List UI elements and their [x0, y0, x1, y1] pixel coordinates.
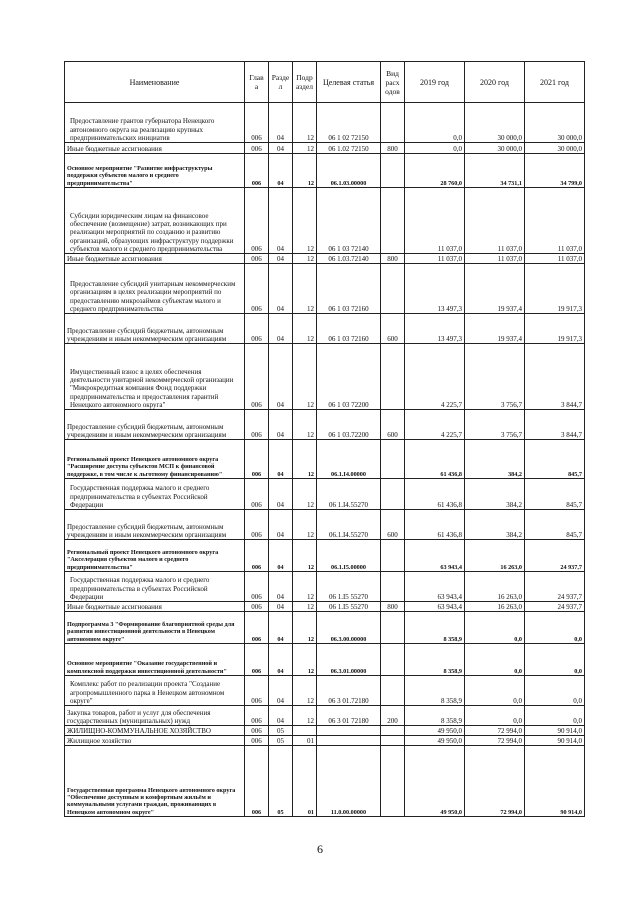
- row-2019: 11 037,0: [405, 188, 465, 254]
- row-name: Субсидии юридическим лицам на финансовое обеспечение (возмещение) затрат, возникающих при реализации мероприятий по созданию и развитию организаций, образующих инфраструктуру поддержки субъектов малого и среднего предпринимательства: [65, 188, 245, 254]
- row-2019: 13 497,3: [405, 264, 465, 314]
- row-2020: 16 263,0: [465, 572, 525, 602]
- row-vid: [381, 572, 405, 602]
- row-statya: 06 1 03.72200: [317, 410, 381, 440]
- row-2020: 19 937,4: [465, 314, 525, 344]
- row-vid: [381, 726, 405, 736]
- row-vid: [381, 264, 405, 314]
- row-vid: [381, 103, 405, 143]
- row-razdel: 04: [269, 540, 293, 572]
- row-glava: 006: [245, 746, 269, 817]
- row-razdel: 04: [269, 264, 293, 314]
- row-vid: [381, 344, 405, 410]
- row-vid: [381, 479, 405, 510]
- row-razdel: 04: [269, 440, 293, 479]
- table-row: [65, 143, 585, 154]
- row-podrazdel: 12: [293, 706, 317, 726]
- row-vid: 800: [381, 602, 405, 612]
- row-podrazdel: [293, 726, 317, 736]
- row-vid: [381, 154, 405, 188]
- row-name: Жилищное хозяйство: [65, 736, 245, 746]
- row-glava: 006: [245, 644, 269, 676]
- row-2020: 30 000,0: [465, 103, 525, 143]
- row-glava: 006: [245, 540, 269, 572]
- row-razdel: 05: [269, 736, 293, 746]
- row-name: Региональный проект Ненецкого автономного округа "Расширение доступа субъектов МСП к финансовой поддержке, в том числе к льготному финансированию": [65, 440, 245, 479]
- row-2021: 0,0: [525, 676, 585, 706]
- row-statya: 06 1.I5 55270: [317, 572, 381, 602]
- row-2021: 845,7: [525, 440, 585, 479]
- row-glava: 006: [245, 143, 269, 154]
- row-2021: 30 000,0: [525, 103, 585, 143]
- row-glava: 006: [245, 410, 269, 440]
- row-2019: 63 943,4: [405, 540, 465, 572]
- row-2021: 24 937,7: [525, 572, 585, 602]
- row-podrazdel: 12: [293, 188, 317, 254]
- row-glava: 006: [245, 103, 269, 143]
- table-row: [65, 479, 585, 510]
- header-row: [65, 62, 585, 103]
- row-podrazdel: 12: [293, 540, 317, 572]
- row-glava: 006: [245, 344, 269, 410]
- row-vid: [381, 612, 405, 644]
- row-2020: 3 756,7: [465, 344, 525, 410]
- row-glava: 006: [245, 264, 269, 314]
- row-2019: 63 943,4: [405, 602, 465, 612]
- header-glava: Глав а: [245, 62, 269, 103]
- table-row: [65, 510, 585, 540]
- row-name: Предоставление субсидий бюджетным, автономным учреждениям и иным некоммерческим организациям: [65, 510, 245, 540]
- row-2021: 24 937,7: [525, 602, 585, 612]
- table-row: [65, 602, 585, 612]
- row-statya: 06 1.02 72150: [317, 143, 381, 154]
- row-glava: 006: [245, 706, 269, 726]
- row-podrazdel: 12: [293, 479, 317, 510]
- row-2019: 49 950,0: [405, 736, 465, 746]
- header-vid: Вид расх одов: [381, 62, 405, 103]
- row-2019: 4 225,7: [405, 410, 465, 440]
- row-2020: 19 937,4: [465, 264, 525, 314]
- row-2020: 384,2: [465, 440, 525, 479]
- row-razdel: 05: [269, 726, 293, 736]
- table-body: [65, 103, 585, 817]
- row-glava: 006: [245, 314, 269, 344]
- row-glava: 006: [245, 154, 269, 188]
- table-row: [65, 540, 585, 572]
- row-razdel: 04: [269, 314, 293, 344]
- row-podrazdel: 12: [293, 644, 317, 676]
- row-name: Иные бюджетные ассигнования: [65, 254, 245, 264]
- row-vid: [381, 440, 405, 479]
- row-podrazdel: 12: [293, 314, 317, 344]
- row-statya: 11.0.00.00000: [317, 746, 381, 817]
- row-statya: 06.1.03.00000: [317, 154, 381, 188]
- row-2020: 72 994,0: [465, 726, 525, 736]
- row-podrazdel: 12: [293, 254, 317, 264]
- row-statya: 06 1.03.72140: [317, 254, 381, 264]
- row-statya: 06 1 03 72160: [317, 314, 381, 344]
- row-vid: [381, 188, 405, 254]
- row-2021: 845,7: [525, 510, 585, 540]
- row-glava: 006: [245, 440, 269, 479]
- header-statya: Целевая статья: [317, 62, 381, 103]
- row-2021: 90 914,0: [525, 726, 585, 736]
- row-vid: [381, 746, 405, 817]
- row-vid: [381, 676, 405, 706]
- row-2021: 11 037,0: [525, 188, 585, 254]
- row-2019: 49 950,0: [405, 726, 465, 736]
- row-2021: 24 937,7: [525, 540, 585, 572]
- row-razdel: 05: [269, 746, 293, 817]
- row-2021: 0,0: [525, 706, 585, 726]
- row-name: Предоставление субсидий бюджетным, автономным учреждениям и иным некоммерческим организациям: [65, 314, 245, 344]
- row-vid: [381, 736, 405, 746]
- page-number: 6: [317, 842, 323, 856]
- row-statya: 06 1 03 72140: [317, 188, 381, 254]
- row-razdel: 04: [269, 612, 293, 644]
- row-statya: 06.1.I4.00000: [317, 440, 381, 479]
- header-name: Наименование: [65, 62, 245, 103]
- row-2020: 72 994,0: [465, 736, 525, 746]
- row-glava: 006: [245, 676, 269, 706]
- row-podrazdel: 12: [293, 344, 317, 410]
- row-2019: 0,0: [405, 143, 465, 154]
- row-vid: 600: [381, 314, 405, 344]
- row-glava: 006: [245, 612, 269, 644]
- row-2019: 11 037,0: [405, 254, 465, 264]
- row-2019: 0,0: [405, 103, 465, 143]
- row-statya: 06 1.I5 55270: [317, 602, 381, 612]
- row-statya: 06 1 03 72160: [317, 264, 381, 314]
- row-2020: 0,0: [465, 676, 525, 706]
- row-razdel: 04: [269, 344, 293, 410]
- row-2021: 3 844,7: [525, 344, 585, 410]
- row-podrazdel: 12: [293, 612, 317, 644]
- row-2019: 8 358,9: [405, 644, 465, 676]
- row-glava: 006: [245, 254, 269, 264]
- table-row: [65, 410, 585, 440]
- row-vid: 200: [381, 706, 405, 726]
- row-statya: 06 1.I4.55270: [317, 479, 381, 510]
- header-podrazdel: Подр аздел: [293, 62, 317, 103]
- header-2020: 2020 год: [465, 62, 525, 103]
- row-name: Иные бюджетные ассигнования: [65, 602, 245, 612]
- row-vid: [381, 540, 405, 572]
- row-podrazdel: 01: [293, 746, 317, 817]
- row-2020: 0,0: [465, 612, 525, 644]
- row-statya: [317, 736, 381, 746]
- row-razdel: 04: [269, 188, 293, 254]
- table-row: [65, 254, 585, 264]
- row-name: Подпрограмма 3 "Формирование благоприятной среды для развития инвестиционной деятельности в Ненецком автономном округе": [65, 612, 245, 644]
- row-podrazdel: 01: [293, 736, 317, 746]
- row-razdel: 04: [269, 154, 293, 188]
- row-statya: 06 3 01 72180: [317, 706, 381, 726]
- row-vid: [381, 644, 405, 676]
- row-statya: [317, 726, 381, 736]
- row-name: Основное мероприятие "Оказание государственной и комплексной поддержки инвестиционной деятельности": [65, 644, 245, 676]
- table-row: [65, 188, 585, 254]
- budget-table: [64, 61, 585, 817]
- table-row: [65, 314, 585, 344]
- row-razdel: 04: [269, 602, 293, 612]
- row-name: Государственная программа Ненецкого автономного округа "Обеспечение доступным и комфортным жильём и коммунальными услугами граждан, проживающих в Ненецком автономном округе": [65, 746, 245, 817]
- table-row: [65, 706, 585, 726]
- row-podrazdel: 12: [293, 264, 317, 314]
- row-name: Имущественный взнос в целях обеспечения деятельности унитарной некоммерческой организации "Микрокредитная компания Фонд поддержки предпринимательства и предоставления гарантий Ненецкого автономного округа": [65, 344, 245, 410]
- row-razdel: 04: [269, 572, 293, 602]
- row-2021: 0,0: [525, 612, 585, 644]
- table-row: [65, 103, 585, 143]
- row-razdel: 04: [269, 143, 293, 154]
- row-name: Региональный проект Ненецкого автономного округа "Акселерация субъектов малого и среднего предпринимательства": [65, 540, 245, 572]
- row-glava: 006: [245, 572, 269, 602]
- row-statya: 06.3.01.00000: [317, 644, 381, 676]
- row-vid: 800: [381, 143, 405, 154]
- row-2020: 16 263,0: [465, 540, 525, 572]
- row-2020: 11 037,0: [465, 188, 525, 254]
- header-razdel: Разде л: [269, 62, 293, 103]
- row-2021: 90 914,0: [525, 746, 585, 817]
- row-2021: 3 844,7: [525, 410, 585, 440]
- row-podrazdel: 12: [293, 103, 317, 143]
- row-glava: 006: [245, 602, 269, 612]
- row-2019: 49 950,0: [405, 746, 465, 817]
- row-statya: 06 3 01.72180: [317, 676, 381, 706]
- row-2020: 384,2: [465, 479, 525, 510]
- row-statya: 06.1.I4.55270: [317, 510, 381, 540]
- row-glava: 006: [245, 479, 269, 510]
- header-2019: 2019 год: [405, 62, 465, 103]
- row-podrazdel: 12: [293, 440, 317, 479]
- row-2020: 30 000,0: [465, 143, 525, 154]
- row-glava: 006: [245, 736, 269, 746]
- row-glava: 006: [245, 510, 269, 540]
- table-row: [65, 440, 585, 479]
- row-2021: 34 799,0: [525, 154, 585, 188]
- row-glava: 006: [245, 726, 269, 736]
- table-row: [65, 726, 585, 736]
- row-razdel: 04: [269, 676, 293, 706]
- row-2019: 13 497,3: [405, 314, 465, 344]
- row-razdel: 04: [269, 644, 293, 676]
- row-vid: 600: [381, 410, 405, 440]
- row-2021: 11 037,0: [525, 254, 585, 264]
- row-razdel: 04: [269, 410, 293, 440]
- header-2021: 2021 год: [525, 62, 585, 103]
- row-2019: 8 358,9: [405, 706, 465, 726]
- row-podrazdel: 12: [293, 510, 317, 540]
- table-row: [65, 746, 585, 817]
- table-row: [65, 572, 585, 602]
- row-razdel: 04: [269, 706, 293, 726]
- table-row: [65, 644, 585, 676]
- row-statya: 06 1 02 72150: [317, 103, 381, 143]
- row-razdel: 04: [269, 254, 293, 264]
- row-2019: 61 436,8: [405, 479, 465, 510]
- row-2021: 0,0: [525, 644, 585, 676]
- row-statya: 06.3.00.00000: [317, 612, 381, 644]
- row-2020: 0,0: [465, 706, 525, 726]
- row-name: Комплекс работ по реализации проекта "Создание агропромышленного парка в Ненецком автономном округе": [65, 676, 245, 706]
- row-2019: 28 760,0: [405, 154, 465, 188]
- row-name: ЖИЛИЩНО-КОММУНАЛЬНОЕ ХОЗЯЙСТВО: [65, 726, 245, 736]
- row-2020: 384,2: [465, 510, 525, 540]
- row-razdel: 04: [269, 510, 293, 540]
- table-row: [65, 344, 585, 410]
- row-razdel: 04: [269, 103, 293, 143]
- row-2021: 19 917,3: [525, 314, 585, 344]
- row-name: Основное мероприятие "Развитие инфраструктуры поддержки субъектов малого и среднего предпринимательства": [65, 154, 245, 188]
- row-podrazdel: 12: [293, 572, 317, 602]
- row-razdel: 04: [269, 479, 293, 510]
- row-2019: 8 358,9: [405, 612, 465, 644]
- row-vid: 800: [381, 254, 405, 264]
- row-2020: 34 731,1: [465, 154, 525, 188]
- row-podrazdel: 12: [293, 410, 317, 440]
- row-2019: 4 225,7: [405, 344, 465, 410]
- row-name: Предоставление грантов губернатора Ненецкого автономного округа на реализацию крупных предпринимательских инициатив: [65, 103, 245, 143]
- row-2021: 19 917,3: [525, 264, 585, 314]
- row-2021: 845,7: [525, 479, 585, 510]
- row-podrazdel: 12: [293, 676, 317, 706]
- table-row: [65, 154, 585, 188]
- row-podrazdel: 12: [293, 143, 317, 154]
- table-row: [65, 676, 585, 706]
- row-2020: 3 756,7: [465, 410, 525, 440]
- row-vid: 600: [381, 510, 405, 540]
- row-name: Иные бюджетные ассигнования: [65, 143, 245, 154]
- row-2020: 16 263,0: [465, 602, 525, 612]
- row-2020: 11 037,0: [465, 254, 525, 264]
- row-2021: 90 914,0: [525, 736, 585, 746]
- row-2021: 30 000,0: [525, 143, 585, 154]
- row-name: Государственная поддержка малого и среднего предпринимательства в субъектах Российской Федерации: [65, 572, 245, 602]
- row-glava: 006: [245, 188, 269, 254]
- row-name: Государственная поддержка малого и среднего предпринимательства в субъектах Российской Федерации: [65, 479, 245, 510]
- row-podrazdel: 12: [293, 154, 317, 188]
- row-name: Предоставление субсидий унитарным некоммерческим организациям в целях реализации мероприятий по предоставлению микрозаймов субъектам малого и среднего предпринимательства: [65, 264, 245, 314]
- row-statya: 06.1.I5.00000: [317, 540, 381, 572]
- table-row: [65, 264, 585, 314]
- row-2019: 61 436,8: [405, 510, 465, 540]
- row-2020: 0,0: [465, 644, 525, 676]
- table-row: [65, 736, 585, 746]
- row-name: Закупка товаров, работ и услуг для обеспечения государственных (муниципальных) нужд: [65, 706, 245, 726]
- row-podrazdel: 12: [293, 602, 317, 612]
- row-2019: 63 943,4: [405, 572, 465, 602]
- row-name: Предоставление субсидий бюджетным, автономным учреждениям и иным некоммерческим организациям: [65, 410, 245, 440]
- row-2019: 8 358,9: [405, 676, 465, 706]
- table-row: [65, 612, 585, 644]
- row-statya: 06 1 03 72200: [317, 344, 381, 410]
- row-2020: 72 994,0: [465, 746, 525, 817]
- row-2019: 61 436,8: [405, 440, 465, 479]
